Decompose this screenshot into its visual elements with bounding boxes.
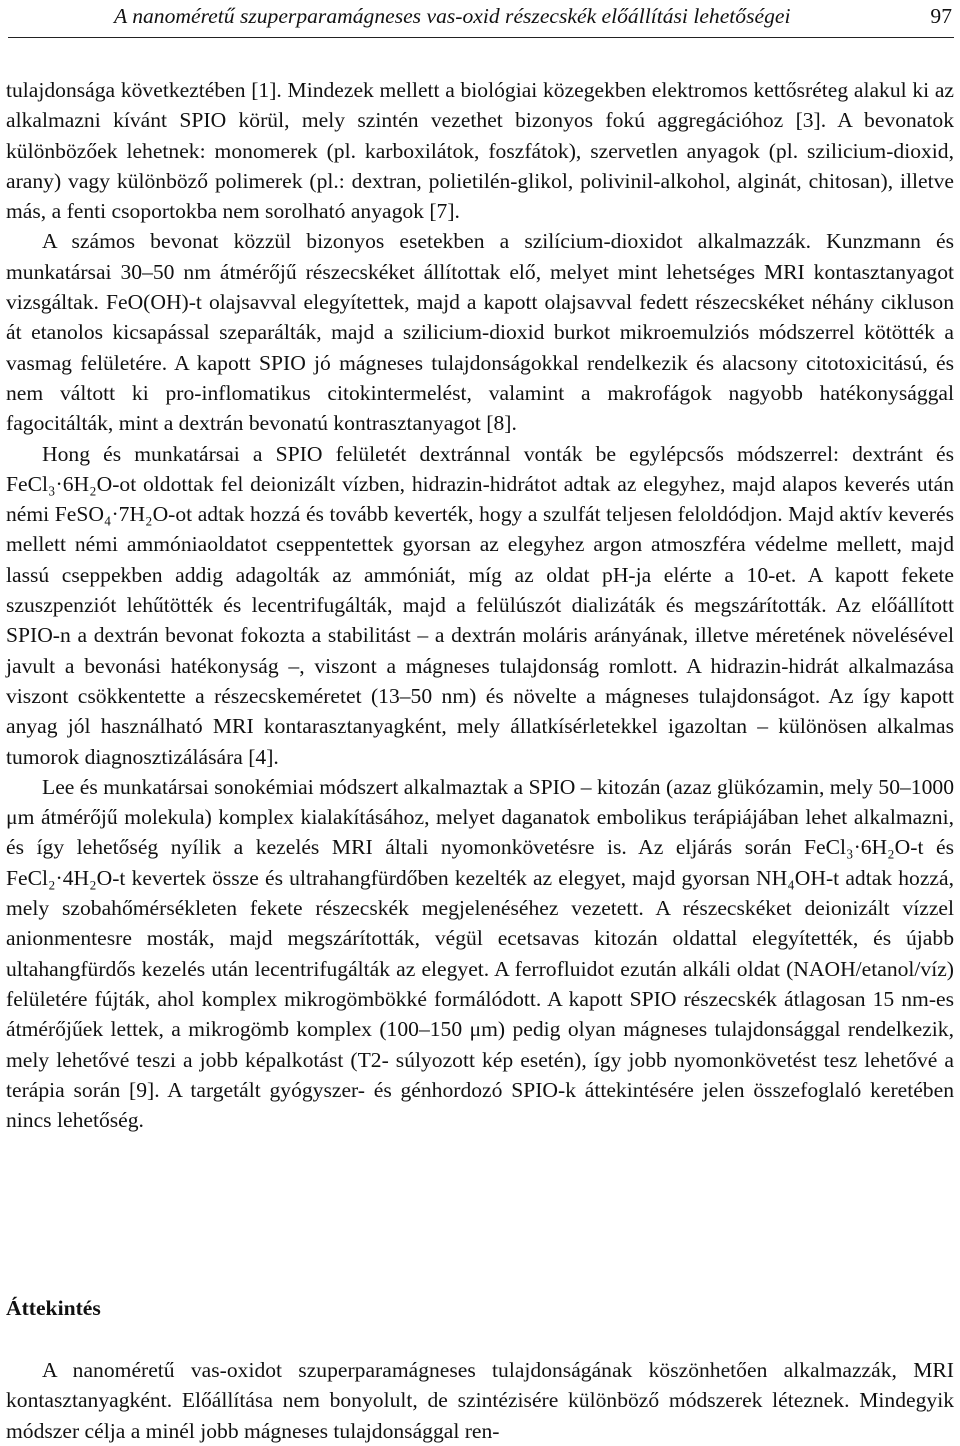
- section-paragraph: A nanoméretű vas-oxidot szuperparamágneses tulajdonságának köszönhetően alkalmazzák, MRI kontasztanyagként. Előállítása nem bonyolult, de szintézisére különböző módszerek léteznek. Mindegyik módszer célja a minél jobb mágneses tulajdonsággal ren-: [6, 1358, 954, 1443]
- paragraph-4: Lee és munkatársai sonokémiai módszert alkalmaztak a SPIO – kitozán (azaz glükózamin, mely 50–1000 μm átmérőjű molekula) komplex kialakításához, melyet daganatok embolikus terápiájában lehet alkalmazni, és így lehetőség nyílik a kezelés MRI általi nyomonkövetésre is. Az eljárás során FeCl₃·6H₂O-t és FeCl₂·4H₂O-t kevertek össze és ultrahangfürdőben kezelték az elegyet, majd gyorsan NH₄OH-t adtak hozzá, mely szobahőmérsékleten fekete részecskék megjelenéséhez vezetett. A részecskéket deionizált vízzel anionmentesre mosták, majd megszárították, végül ecetsavas kitozán oldattal elegyítették, és újabb ultahangfürdős kezelés után lecentrifugálták az elegyet. A ferrofluidot ezután alkáli oldat (NAOH/etanol/víz) felületére fújták, ahol komplex mikrogömbökké formálódott. A kapott SPIO részecskék átlagosan 15 nm-es átmérőjűek lettek, a mikrogömb komplex (100–150 μm) pedig olyan mágneses tulajdonsággal rendelkezik, mely lehetővé teszi a jobb képalkotást (T2- súlyozott kép esetén), így jobb nyomonkövetést tesz lehetővé a terápia során [9]. A targetált gyógyszer- és génhordozó SPIO-k áttekintésére jelen összefoglaló keretében nincs lehetőség.: [6, 774, 954, 1133]
- header-title: A nanoméretű szuperparamágneses vas-oxid részecskék előállítási lehetőségei: [114, 4, 791, 28]
- paragraph-2: A számos bevonat közzül bizonyos esetekben a szilícium-dioxidot alkalmazzák. Kunzmann és munkatársai 30–50 nm átmérőjű részecskéket állítottak elő, melyet mint lehetséges MRI kontasztanyagot vizsgáltak. FeO(OH)-t olajsavval elegyítettek, majd a kapott olajsavval fedett részecskéket néhány cikluson át etanolos kicsapással szeparálták, majd a szilicium-dioxid burkot mikroemulziós módszerrel kötötték a vasmag felületére. A kapott SPIO jó mágneses tulajdonságokkal rendelkezik és alacsony citotoxicitású, és nem váltott ki pro-inflomatikus citokintermelést, valamint a makrofágok nagyobb hatékonysággal fagocitálták, mint a dextrán bevonatú kontrasztanyagot [8].: [6, 229, 954, 436]
- paragraph-3: Hong és munkatársai a SPIO felületét dextránnal vonták be egylépcsős módszerrel: dextránt és FeCl₃·6H₂O-ot oldottak fel deionizált vízben, hidrazin-hidrátot adtak az elegyhez, majd alapos keverés után némi FeSO₄·7H₂O-ot adtak hozzá és tovább keverték, hogy a szulfát teljesen feloldódjon. Majd aktív keverés mellett némi ammóniaoldatot cseppentettek gyorsan az elegyhez argon atmoszféra védelme mellett, majd lassú cseppekben addig adagolták az ammóniát, míg az oldat pH-ja elérte a 10-et. A kapott fekete szuszpenziót lehűtötték és lecentrifugálták, majd a felülúszót dializáták és megszárították. Az előállított SPIO-n a dextrán bevonat fokozta a stabilitást – a dextrán moláris arányának, illetve méretének növelésével javult a bevonási hatékonyság –, viszont a mágneses tulajdonság romlott. A hidrazin-hidrát alkalmazása viszont csökkentette a részecskeméretet (13–50 nm) és növelte a mágneses tulajdonságot. Az így kapott anyag jól használható MRI kontarasztanyagként, mely állatkísérletekkel igazoltan – különösen alkalmas tumorok diagnosztizálására [4].: [6, 441, 954, 769]
- section-heading: Áttekintés: [6, 1296, 101, 1320]
- section-body: [6, 1355, 954, 1446]
- page-number: 97: [930, 4, 952, 28]
- paragraph-1: tulajdonsága következtében [1]. Mindezek mellett a biológiai közegekben elektromos kettősréteg alakul ki az alkalmazni kívánt SPIO körül, mely szintén vezethet bizonyos fokú aggregációhoz [3]. A bevonatok különbözőek lehetnek: monomerek (pl. karboxilátok, foszfátok), szervetlen anyagok (pl. szilicium-dioxid, arany) vagy különböző polimerek (pl.: dextran, polietilén-glikol, polivinil-alkohol, alginát, chitosan), illetve más, a fenti csoportokba nem sorolható anyagok [7].: [6, 78, 954, 224]
- body-text: [6, 75, 954, 1135]
- running-header: [8, 0, 954, 38]
